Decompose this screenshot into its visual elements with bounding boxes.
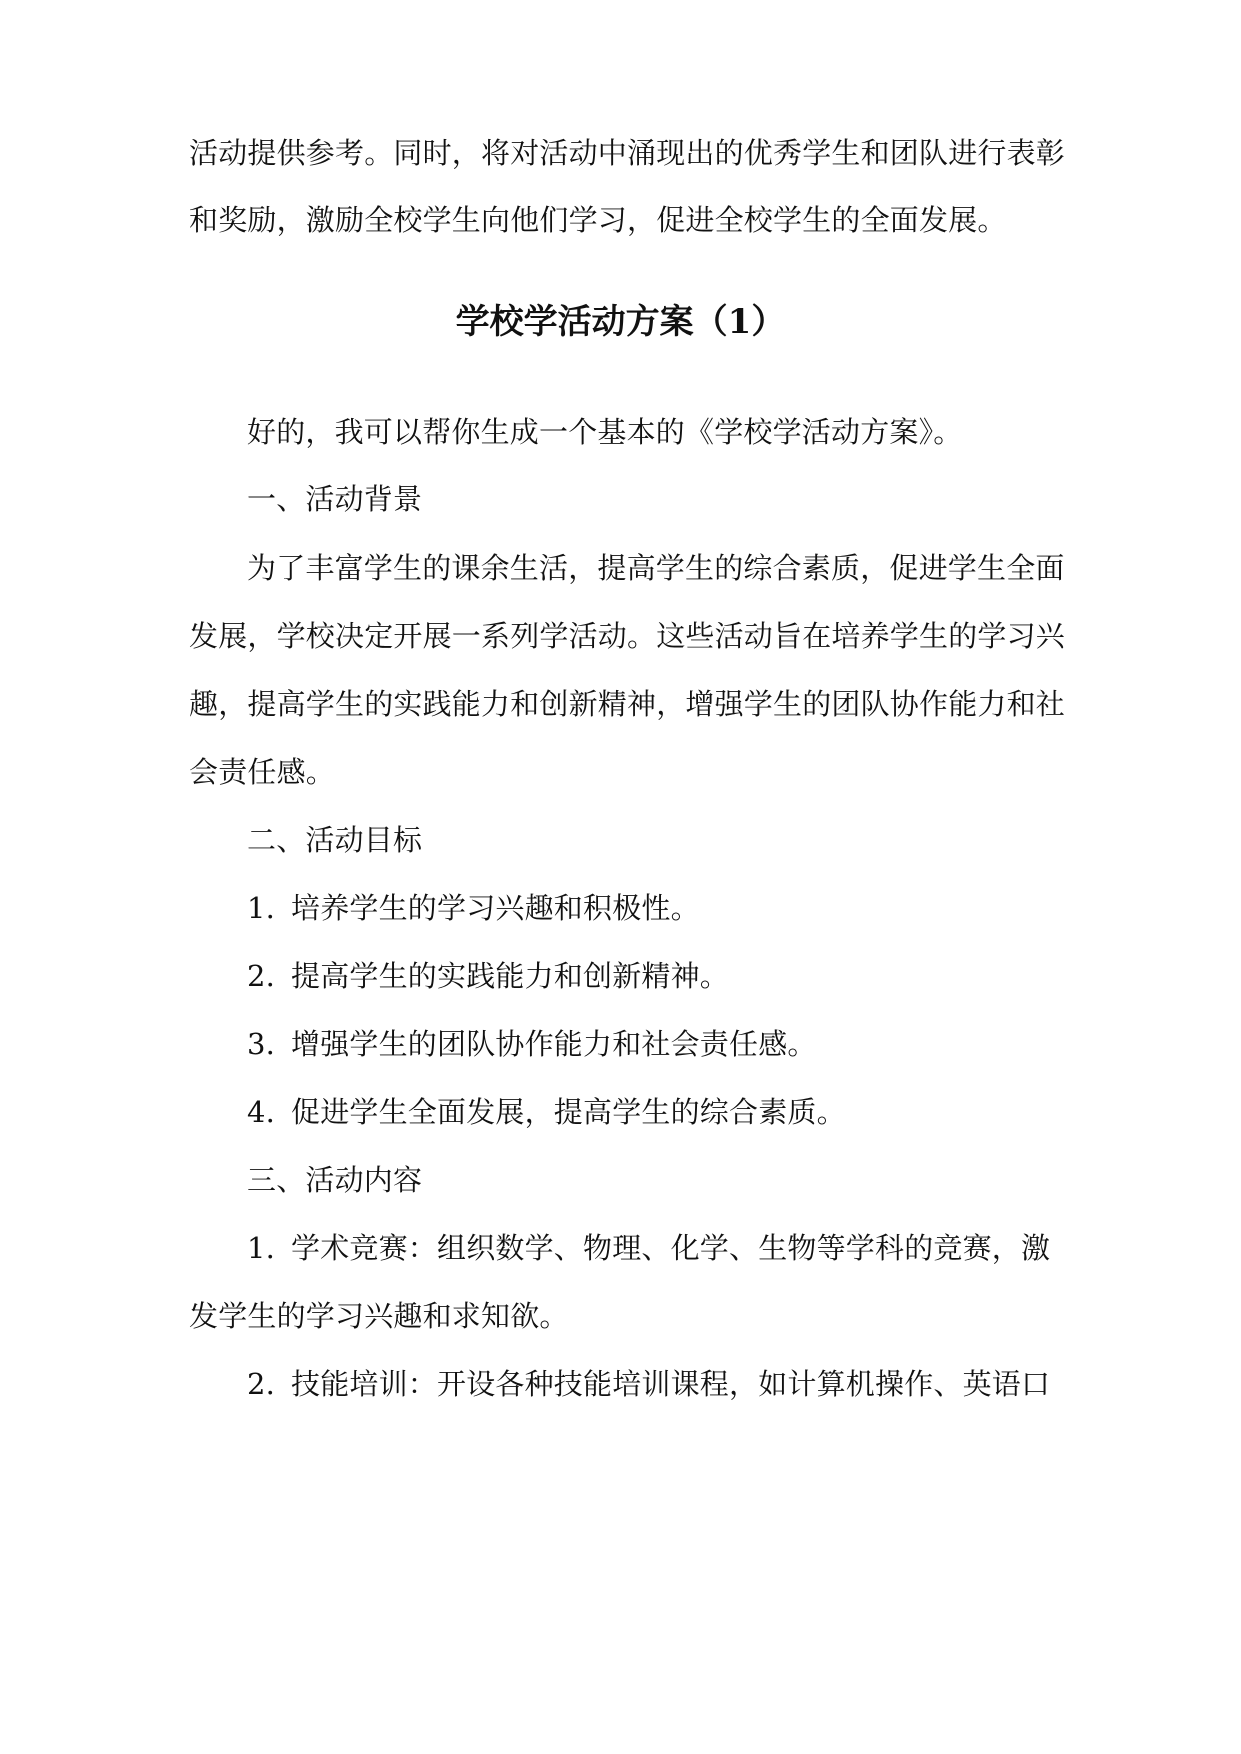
goal-item-number: 4. <box>247 1095 276 1129</box>
content-item-number: 2. <box>247 1367 276 1401</box>
content-item-number: 1. <box>247 1231 276 1265</box>
goal-item-2 <box>247 956 1054 996</box>
section2-heading: 二、活动目标 <box>247 823 423 857</box>
section1-line-3: 趣，提高学生的实践能力和创新精神，增强学生的团队协作能力和社 <box>189 687 1066 721</box>
section1-heading: 一、活动背景 <box>247 482 423 516</box>
content-item-1-continuation: 发学生的学习兴趣和求知欲。 <box>189 1299 569 1333</box>
section1-line-2: 发展，学校决定开展一系列学活动。这些活动旨在培养学生的学习兴 <box>189 619 1066 653</box>
section1-line-4: 会责任感。 <box>189 755 336 789</box>
goal-item-1 <box>247 888 1054 928</box>
goal-item-number: 2. <box>247 959 276 993</box>
content-item-1 <box>247 1228 1054 1268</box>
goal-item-number: 3. <box>247 1027 276 1061</box>
goal-item-text: 培养学生的学习兴趣和积极性。 <box>291 891 700 925</box>
goal-item-text: 增强学生的团队协作能力和社会责任感。 <box>291 1027 817 1061</box>
intro-line-1: 活动提供参考。同时，将对活动中涌现出的优秀学生和团队进行表彰 <box>189 136 1066 170</box>
content-item-2 <box>247 1364 1054 1404</box>
goal-item-3 <box>247 1024 1054 1064</box>
intro-line-2: 和奖励，激励全校学生向他们学习，促进全校学生的全面发展。 <box>189 203 1007 237</box>
document-title: 学校学活动方案（1） <box>455 302 786 342</box>
goal-item-4 <box>247 1092 1054 1132</box>
goal-item-number: 1. <box>247 891 276 925</box>
content-item-text: 学术竞赛：组织数学、物理、化学、生物等学科的竞赛，激 <box>291 1231 1051 1265</box>
opening-paragraph: 好的，我可以帮你生成一个基本的《学校学活动方案》。 <box>247 415 963 449</box>
goal-item-text: 促进学生全面发展，提高学生的综合素质。 <box>291 1095 846 1129</box>
goal-item-text: 提高学生的实践能力和创新精神。 <box>291 959 730 993</box>
section1-line-1: 为了丰富学生的课余生活，提高学生的综合素质，促进学生全面 <box>247 551 1065 585</box>
section3-heading: 三、活动内容 <box>247 1163 423 1197</box>
content-item-text: 技能培训：开设各种技能培训课程，如计算机操作、英语口 <box>291 1367 1051 1401</box>
